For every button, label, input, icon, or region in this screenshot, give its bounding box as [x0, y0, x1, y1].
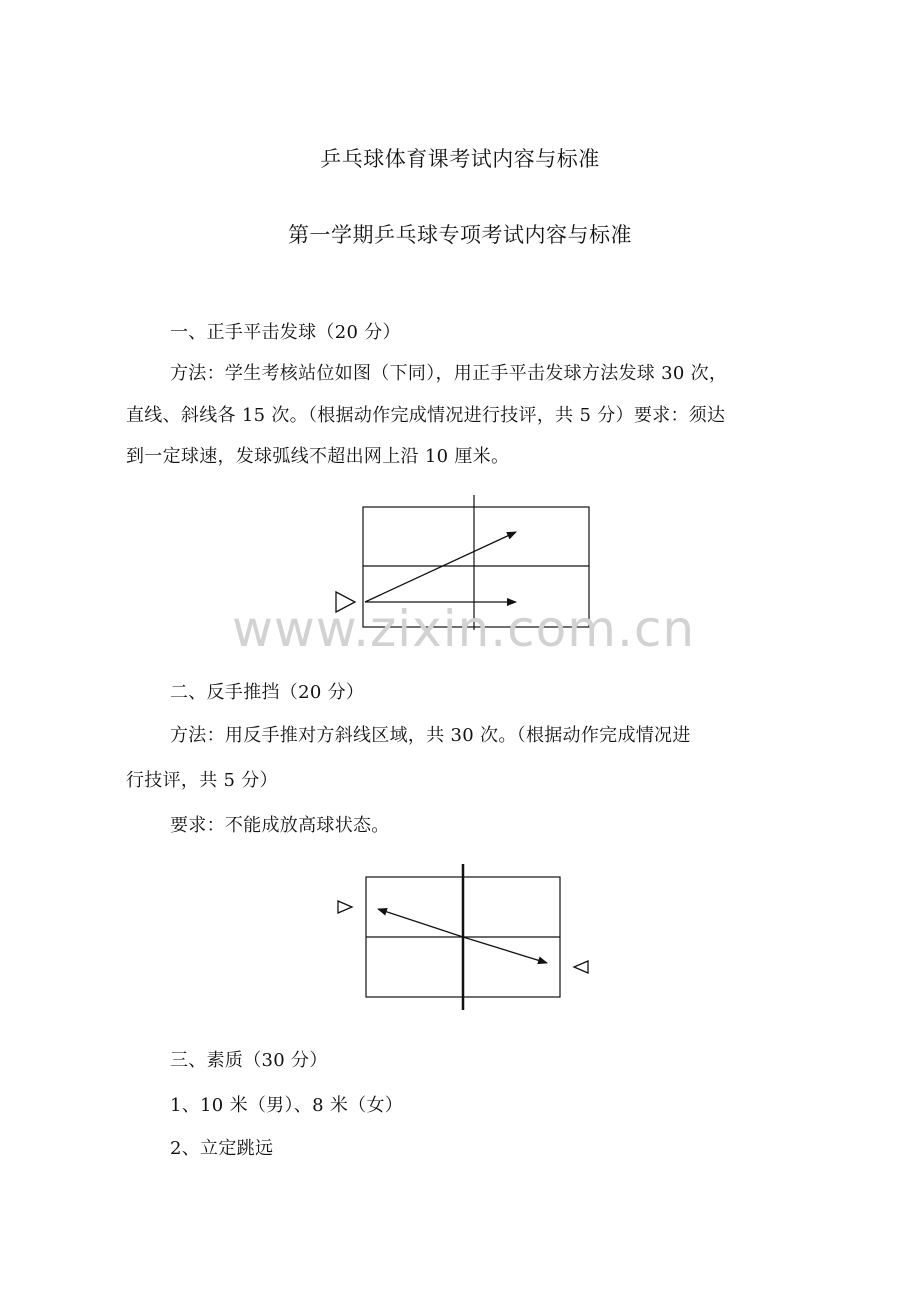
section2-method-line2: 行技评，共 5 分）	[126, 770, 278, 791]
watermark: www.zixin.com.cn	[232, 600, 696, 658]
document-title: 乒乓球体育课考试内容与标准	[320, 147, 600, 171]
section1-heading: 一、正手平击发球（20 分）	[170, 322, 401, 343]
section2-method-line1: 方法：用反手推对方斜线区域，共 30 次。（根据动作完成情况进	[170, 725, 691, 746]
left-arrow	[378, 909, 463, 937]
section2-requirement: 要求：不能成放高球状态。	[170, 815, 390, 836]
diagonal-arrow	[365, 532, 516, 602]
opponent-marker-icon	[574, 961, 588, 973]
document-subtitle: 第一学期乒乓球专项考试内容与标准	[288, 223, 632, 247]
section3-item2: 2、立定跳远	[170, 1138, 274, 1159]
section1-method-line2: 直线、斜线各 15 次。（根据动作完成情况进行技评，共 5 分）要求：须达	[126, 405, 726, 426]
section2-heading: 二、反手推挡（20 分）	[170, 682, 365, 703]
section1-method-line3: 到一定球速，发球弧线不超出网上沿 10 厘米。	[126, 446, 510, 467]
section3-item1: 1、10 米（男）、8 米（女）	[170, 1095, 404, 1116]
player-marker-icon	[338, 901, 352, 913]
section1-method-line1: 方法：学生考核站位如图（下同），用正手平击发球方法发球 30 次，	[170, 363, 728, 384]
push-diagram	[330, 860, 600, 1015]
section3-heading: 三、素质（30 分）	[170, 1050, 328, 1071]
right-arrow	[463, 937, 547, 963]
